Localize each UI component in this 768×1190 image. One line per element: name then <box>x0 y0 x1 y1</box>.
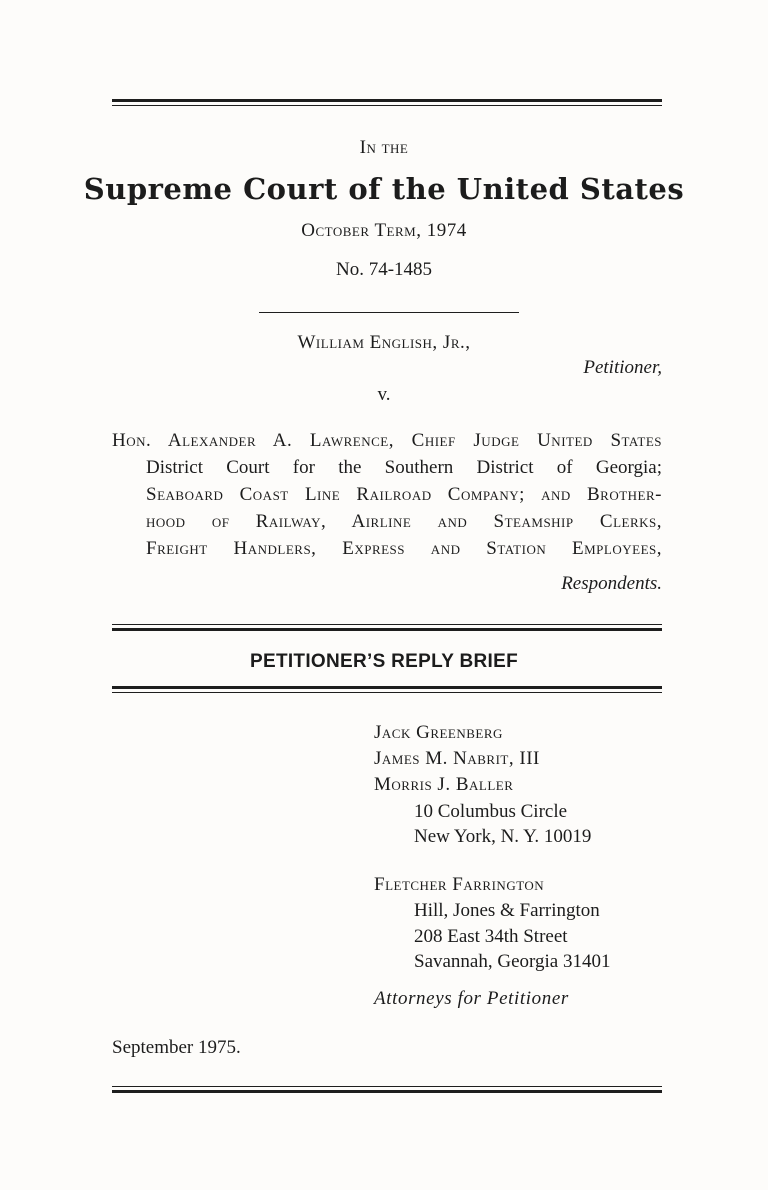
respondents-line-5: Freight Handlers, Express and Station Employees, <box>146 538 662 559</box>
title-upper-rule <box>112 624 662 631</box>
title-lower-rule <box>112 686 662 693</box>
versus: v. <box>377 384 391 405</box>
term-line: October Term, 1974 <box>301 220 467 241</box>
address-2-line-1: Hill, Jones & Farrington <box>414 900 600 921</box>
attorney-3: Morris J. Baller <box>374 774 514 795</box>
address-2-line-2: 208 East 34th Street <box>414 926 568 947</box>
docket-number: No. 74-1485 <box>335 259 433 280</box>
attorneys-role: Attorneys for Petitioner <box>374 988 569 1009</box>
petitioner-label: Petitioner, <box>583 357 662 378</box>
respondents-line-2: District Court for the Southern District of Georgia; <box>146 457 662 478</box>
attorney-4: Fletcher Farrington <box>374 874 545 895</box>
brief-title: PETITIONER’S REPLY BRIEF <box>250 651 518 672</box>
respondents-line-3: Seaboard Coast Line Railroad Company; and Brother- <box>146 484 662 505</box>
respondents-line-4: hood of Railway, Airline and Steamship Clerks, <box>146 511 662 532</box>
date-line: September 1975. <box>112 1037 241 1058</box>
address-1-line-1: 10 Columbus Circle <box>414 801 568 822</box>
attorney-1: Jack Greenberg <box>374 722 503 743</box>
respondents-label: Respondents. <box>561 573 662 594</box>
address-2-line-3: Savannah, Georgia 31401 <box>414 951 611 972</box>
top-double-rule <box>112 99 662 106</box>
court-name: Supreme Court of the United States <box>83 172 685 206</box>
address-1-line-2: New York, N. Y. 10019 <box>414 826 592 847</box>
separator-rule <box>259 312 519 313</box>
attorney-2: James M. Nabrit, III <box>374 748 540 769</box>
petitioner-name: William English, Jr., <box>297 332 471 353</box>
respondents-line-1: Hon. Alexander A. Lawrence, Chief Judge United States <box>112 430 662 451</box>
bottom-double-rule <box>112 1086 662 1093</box>
in-the-line: In the <box>359 137 409 158</box>
